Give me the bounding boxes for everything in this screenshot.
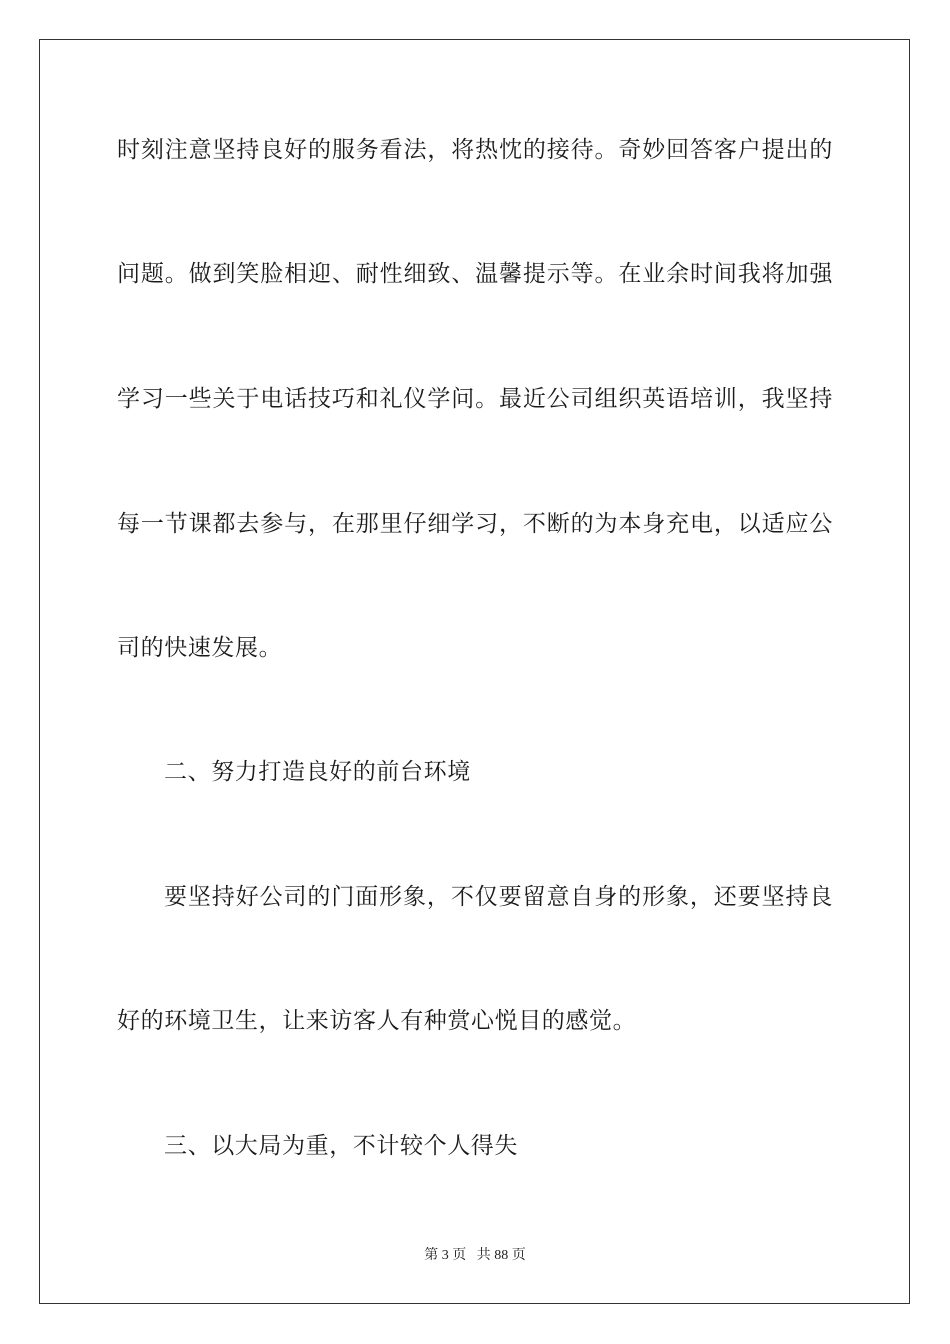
- body-line-7: 好的环境卫生，让来访客人有种赏心悦目的感觉。: [117, 1008, 637, 1034]
- body-line-1: 时刻注意坚持良好的服务看法，将热忱的接待。奇妙回答客户提出的: [117, 137, 833, 163]
- body-line-6: 要坚持好公司的门面形象，不仅要留意自身的形象，还要坚持良: [164, 884, 833, 910]
- section-heading-2: 二、努力打造良好的前台环境: [164, 759, 471, 785]
- body-line-2: 问题。做到笑脸相迎、耐性细致、温馨提示等。在业余时间我将加强: [117, 261, 833, 287]
- body-line-3: 学习一些关于电话技巧和礼仪学问。最近公司组织英语培训，我坚持: [117, 386, 833, 412]
- body-line-4: 每一节课都去参与，在那里仔细学习，不断的为本身充电，以适应公: [117, 511, 833, 537]
- section-heading-3: 三、以大局为重，不计较个人得失: [164, 1133, 518, 1159]
- page-border: [39, 39, 910, 1304]
- body-line-5: 司的快速发展。: [117, 635, 283, 661]
- page-number: 第 3 页: [424, 1248, 467, 1263]
- page-total: 共 88 页: [476, 1248, 526, 1263]
- page-footer: [0, 1244, 950, 1264]
